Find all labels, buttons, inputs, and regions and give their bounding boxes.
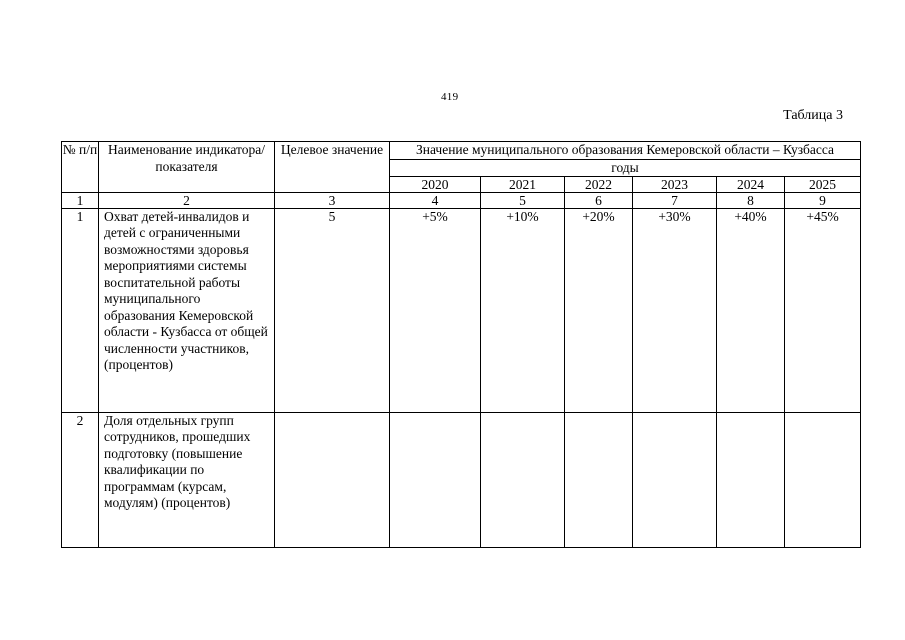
column-number: 2 — [99, 192, 275, 208]
column-number: 1 — [62, 192, 99, 208]
row-indicator-name: Доля отдельных групп сотрудников, прошедших подготовку (повышение квалификации по программам (курсам, модулям) (процентов) — [99, 412, 275, 547]
row-value-2022: +20% — [565, 208, 633, 412]
row-value-2020: +5% — [390, 208, 481, 412]
table-caption: Таблица 3 — [783, 108, 843, 123]
header-year: 2023 — [633, 176, 717, 192]
row-value-2020 — [390, 412, 481, 547]
row-value-2022 — [565, 412, 633, 547]
row-num: 1 — [62, 208, 99, 412]
row-value-2024: +40% — [717, 208, 785, 412]
row-value-2025 — [785, 412, 861, 547]
header-row-top — [62, 142, 861, 160]
column-number: 4 — [390, 192, 481, 208]
header-year: 2022 — [565, 176, 633, 192]
header-year: 2020 — [390, 176, 481, 192]
column-number: 6 — [565, 192, 633, 208]
row-value-2021: +10% — [481, 208, 565, 412]
header-indicator-name: Наименование индикатора/ показателя — [99, 142, 275, 193]
row-num: 2 — [62, 412, 99, 547]
column-number: 5 — [481, 192, 565, 208]
row-value-2024 — [717, 412, 785, 547]
header-municipal-value: Значение муниципального образования Кемеровской области – Кузбасса — [390, 142, 861, 160]
header-target-value: Целевое значение — [275, 142, 390, 193]
header-year: 2025 — [785, 176, 861, 192]
row-value-2025: +45% — [785, 208, 861, 412]
indicators-table — [61, 141, 861, 548]
column-number: 7 — [633, 192, 717, 208]
table-row — [62, 208, 861, 412]
column-number: 3 — [275, 192, 390, 208]
row-value-2023: +30% — [633, 208, 717, 412]
header-year: 2024 — [717, 176, 785, 192]
table-row — [62, 412, 861, 547]
page-number: 419 — [441, 91, 459, 103]
row-target-value: 5 — [275, 208, 390, 412]
header-years-label: годы — [390, 159, 861, 176]
header-num: № п/п — [62, 142, 99, 193]
column-number: 8 — [717, 192, 785, 208]
header-year: 2021 — [481, 176, 565, 192]
row-value-2021 — [481, 412, 565, 547]
row-indicator-name: Охват детей-инвалидов и детей с ограниченными возможностями здоровья мероприятиями системы воспитательной работы муниципального образования Кемеровской области - Кузбасса от общей численности участников, (процентов) — [99, 208, 275, 412]
column-number: 9 — [785, 192, 861, 208]
row-target-value — [275, 412, 390, 547]
column-number-row — [62, 192, 861, 208]
row-value-2023 — [633, 412, 717, 547]
